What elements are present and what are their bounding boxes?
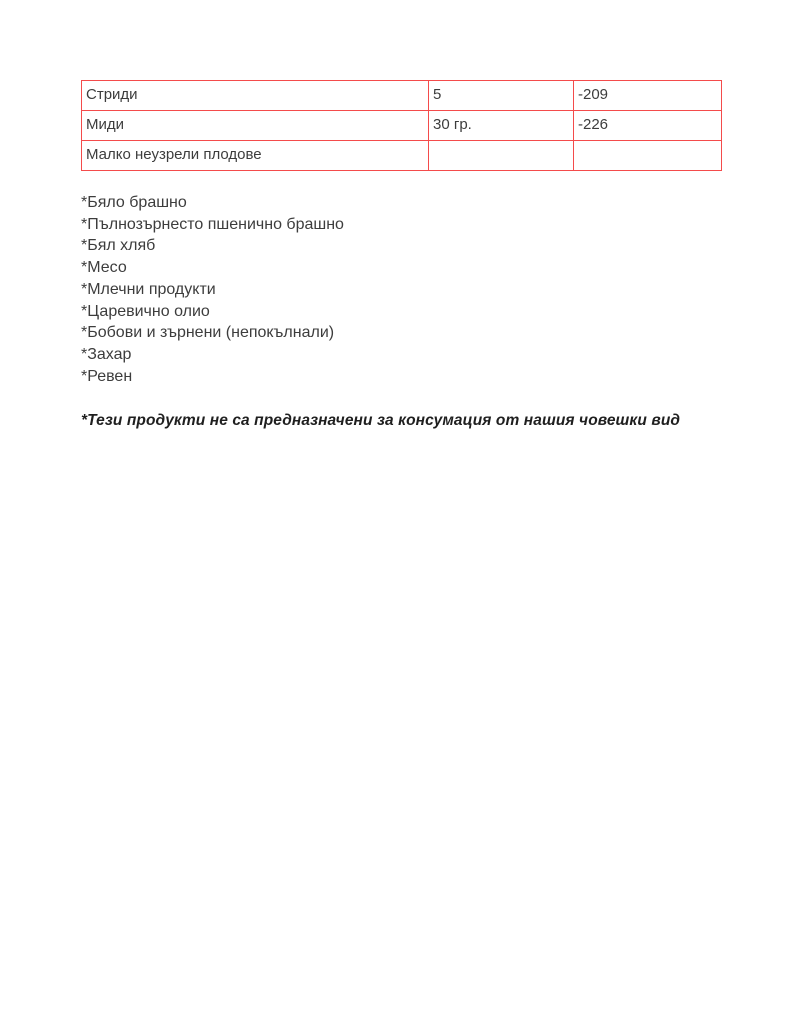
- table-cell-amount: 5: [429, 81, 574, 111]
- list-item: *Месо: [81, 259, 127, 277]
- table-row: [82, 111, 722, 141]
- list-item: *Бяло брашно: [81, 194, 187, 211]
- list-item: *Захар: [81, 345, 132, 363]
- list-item: *Пълнозърнесто пшенично брашно: [81, 215, 344, 233]
- table-cell-amount: 30 гр.: [429, 111, 574, 141]
- table-cell-food: Малко неузрели плодове: [82, 141, 429, 171]
- table-cell-food: Миди: [82, 111, 429, 141]
- table-cell-value: -226: [574, 111, 722, 141]
- list-item: *Бял хляб: [81, 237, 156, 255]
- list-item: *Ревен: [81, 367, 133, 385]
- excluded-foods-list: [81, 192, 344, 387]
- table-cell-amount: [429, 141, 574, 171]
- table-row: [82, 81, 722, 111]
- table-cell-food: Стриди: [82, 81, 429, 111]
- food-values-table: [81, 80, 722, 171]
- table-row: [82, 141, 722, 171]
- list-item: *Царевично олио: [81, 302, 210, 320]
- table-cell-value: -209: [574, 81, 722, 111]
- list-item: *Млечни продукти: [81, 280, 216, 298]
- list-item: *Бобови и зърнени (непокълнали): [81, 324, 335, 342]
- footnote-text: *Тези продукти не са предназначени за консумация от нашия човешки вид: [81, 412, 681, 429]
- table-cell-value: [574, 141, 722, 171]
